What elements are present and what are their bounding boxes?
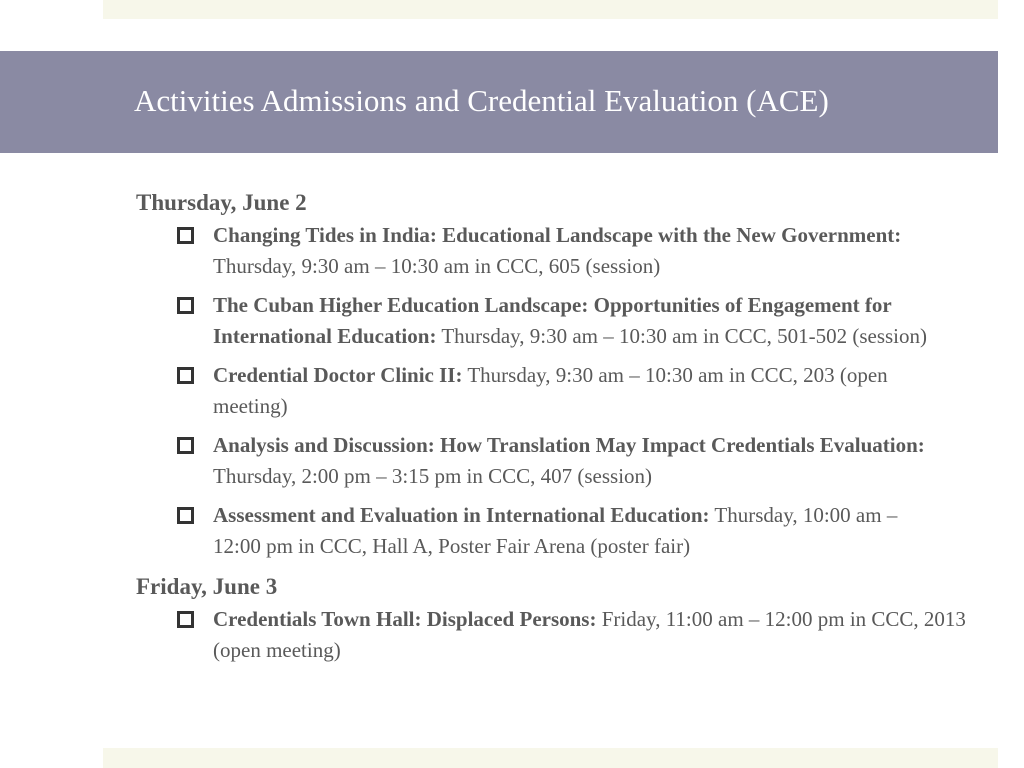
square-bullet-icon	[177, 437, 194, 454]
top-decor-band	[103, 0, 998, 19]
day-item-list	[136, 604, 976, 666]
square-bullet-icon	[177, 367, 194, 384]
agenda-item	[213, 290, 943, 352]
day-item-list	[136, 220, 976, 562]
bottom-decor-band	[103, 748, 998, 768]
agenda-item-details: Thursday, 9:30 am – 10:30 am in CCC, 605 (session)	[213, 254, 661, 278]
agenda-item-details: Thursday, 10:00 am – 12:00 pm in CCC, Hall A, Poster Fair Arena (poster fair)	[213, 503, 898, 558]
agenda-item-title: Changing Tides in India: Educational Landscape with the New Government:	[213, 223, 902, 247]
agenda-item-title: Credential Doctor Clinic II:	[213, 363, 463, 387]
day-heading: Thursday, June 2	[136, 190, 307, 215]
agenda-item-title: Assessment and Evaluation in International Education:	[213, 503, 710, 527]
agenda-item	[213, 430, 953, 492]
agenda-item-title: The Cuban Higher Education Landscape: Opportunities of Engagement for International Education:	[213, 293, 892, 348]
square-bullet-icon	[177, 507, 194, 524]
agenda-item-details: Thursday, 9:30 am – 10:30 am in CCC, 501-502 (session)	[436, 324, 928, 348]
agenda-content	[136, 186, 976, 674]
agenda-item	[213, 604, 973, 666]
square-bullet-icon	[177, 227, 194, 244]
agenda-item-details: Thursday, 9:30 am – 10:30 am in CCC, 203 (open meeting)	[213, 363, 888, 418]
agenda-item-title: Credentials Town Hall: Displaced Persons:	[213, 607, 597, 631]
agenda-item	[213, 220, 913, 282]
square-bullet-icon	[177, 611, 194, 628]
agenda-item-title: Analysis and Discussion: How Translation May Impact Credentials Evaluation:	[213, 433, 925, 457]
square-bullet-icon	[177, 297, 194, 314]
agenda-item	[213, 360, 953, 422]
day-heading: Friday, June 3	[136, 574, 278, 599]
agenda-item	[213, 500, 933, 562]
agenda-item-details: Thursday, 2:00 pm – 3:15 pm in CCC, 407 (session)	[213, 464, 653, 488]
slide-title: Activities Admissions and Credential Evaluation (ACE)	[134, 83, 829, 118]
agenda-item-details: Friday, 11:00 am – 12:00 pm in CCC, 2013 (open meeting)	[213, 607, 966, 662]
